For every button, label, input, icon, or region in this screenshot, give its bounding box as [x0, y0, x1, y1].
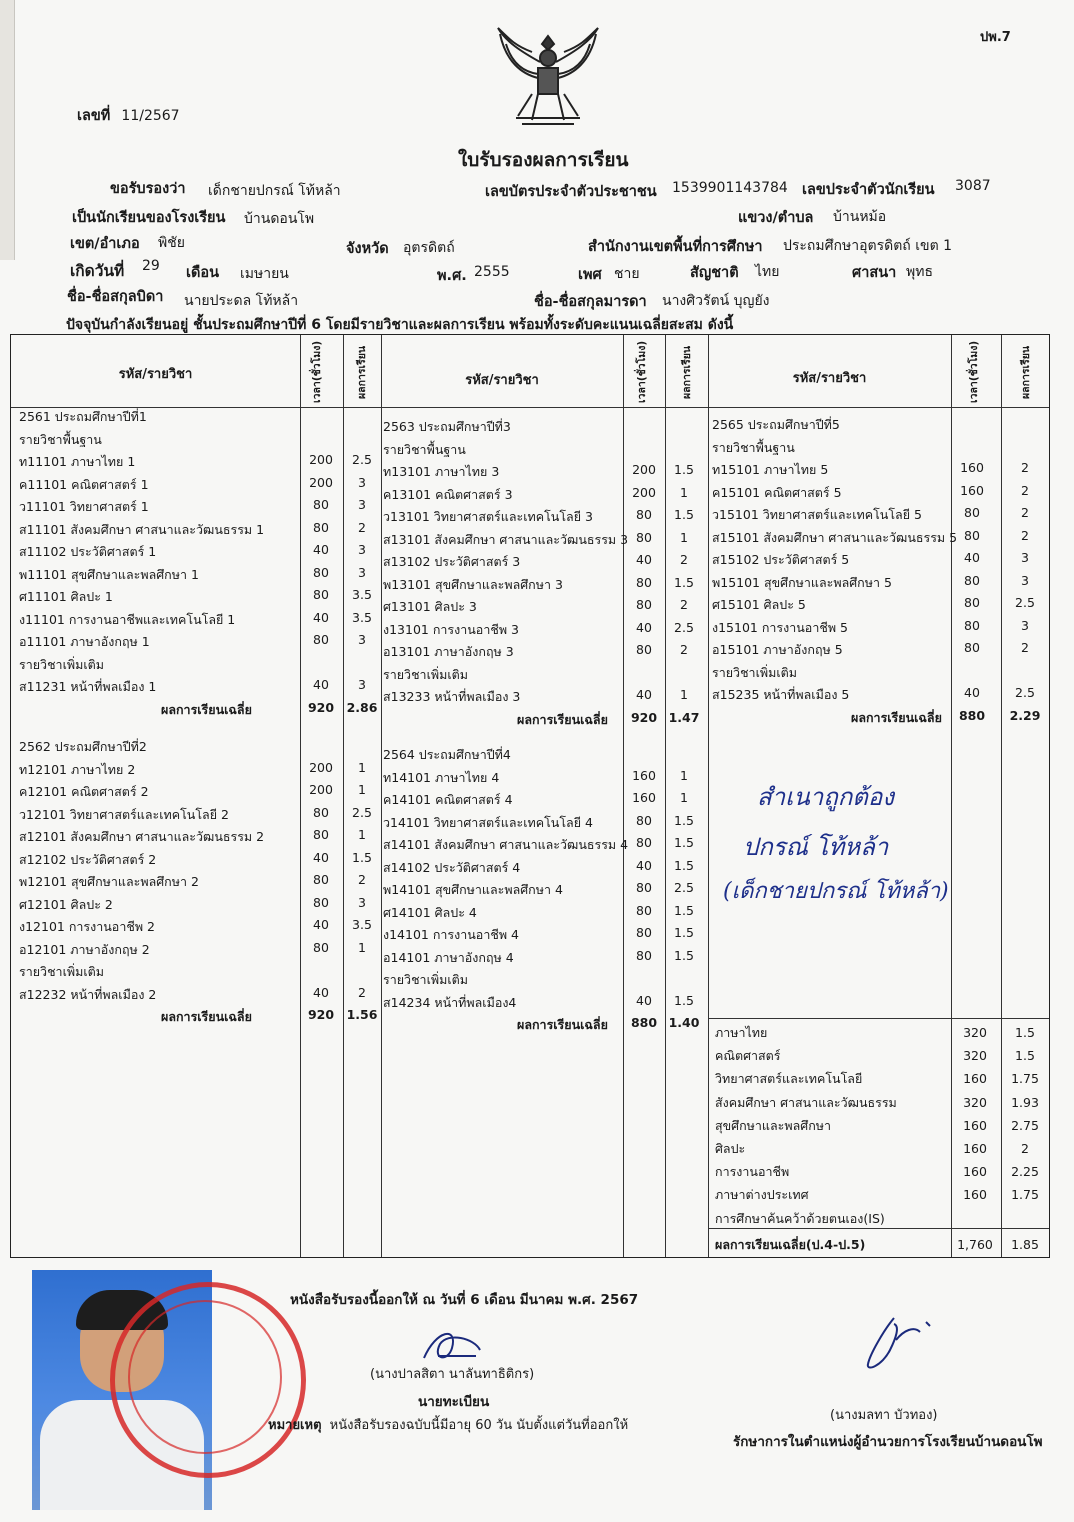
subject-hours: 80 [313, 894, 329, 910]
subject-grade: 3.5 [352, 609, 372, 625]
summary-subject: ศิลปะ [715, 1141, 746, 1156]
subject-grade: 1.5 [674, 835, 694, 850]
subject-hours: 80 [964, 527, 980, 543]
subject-grade: 1 [358, 759, 366, 775]
subject-grade: 1 [680, 790, 688, 805]
subject-name: ส14101 สังคมศึกษา ศาสนาและวัฒนธรรม 4 [383, 837, 629, 852]
subject-name: ส11101 สังคมศึกษา ศาสนาและวัฒนธรรม 1 [19, 521, 265, 537]
subject-name: ว15101 วิทยาศาสตร์และเทคโนโลยี 5 [712, 507, 922, 522]
subject-name: ศ11101 ศิลปะ 1 [19, 589, 113, 604]
subject-hours: 40 [636, 992, 652, 1008]
school-seal-inner-ring [128, 1300, 282, 1454]
grades-table [10, 334, 1050, 1258]
summary-grade: 2 [1021, 1141, 1029, 1156]
handwritten-full-name: (เด็กชายปกรณ์ โท้หล้า) [723, 879, 949, 904]
average-grade: 2.29 [1009, 707, 1041, 723]
extra-subjects-label: รายวิชาเพิ่มเติม [383, 666, 468, 682]
handwritten-certified: สำเนาถูกต้อง [757, 783, 894, 811]
subject-name: ว14101 วิทยาศาสตร์และเทคโนโลยี 4 [383, 814, 593, 830]
student-name: เด็กชายปกรณ์ โท้หล้า [208, 183, 341, 199]
subject-name: ว12101 วิทยาศาสตร์และเทคโนโลยี 2 [19, 806, 229, 822]
subject-hours: 40 [313, 542, 329, 557]
subject-grade: 3 [358, 564, 366, 580]
subject-grade: 2.5 [352, 804, 372, 820]
extra-subjects-label: รายวิชาเพิ่มเติม [19, 964, 104, 979]
registrar-signature-icon [418, 1326, 488, 1366]
subject-grade: 3 [358, 497, 366, 512]
average-hours: 920 [307, 699, 335, 715]
subject-hours: 160 [960, 460, 984, 475]
summary-hours: 160 [963, 1187, 987, 1203]
summary-total-label: ผลการเรียนเฉลี่ย(ป.4-ป.5) [715, 1237, 866, 1252]
subject-name: ท11101 ภาษาไทย 1 [19, 454, 136, 469]
summary-hours: 160 [963, 1164, 987, 1180]
mother-label: ชื่อ-ชื่อสกุลมารดา [534, 294, 647, 310]
subject-grade: 1.5 [674, 947, 694, 963]
summary-grade: 1.5 [1015, 1048, 1035, 1064]
header-hours-3: เวลา(ชั่วโมง) [968, 340, 980, 403]
subject-hours: 40 [313, 609, 329, 625]
student-no: 3087 [955, 178, 991, 194]
year-heading: 2565 ประถมศึกษาปีที่5 [712, 417, 840, 432]
average-grade: 1.47 [668, 709, 700, 725]
subject-name: ส14234 หน้าที่พลเมือง4 [383, 994, 517, 1010]
subject-grade: 2 [1021, 505, 1029, 520]
average-hours: 920 [630, 709, 658, 725]
year-heading: 2562 ประถมศึกษาปีที่2 [19, 739, 147, 754]
subject-name: ส11231 หน้าที่พลเมือง 1 [19, 679, 157, 694]
religion-label: ศาสนา [852, 265, 897, 281]
subject-hours: 80 [964, 640, 980, 655]
subject-hours: 80 [636, 529, 652, 545]
birth-day-label: เกิดวันที่ [70, 262, 125, 280]
subject-hours: 80 [636, 574, 652, 590]
subject-name: พ11101 สุขศึกษาและพลศึกษา 1 [19, 566, 199, 582]
summary-total-hours: 1,760 [957, 1237, 993, 1252]
office: ประถมศึกษาอุตรดิตถ์ เขต 1 [783, 238, 953, 254]
summary-hours: 320 [963, 1025, 987, 1040]
form-code: ปพ.7 [980, 30, 1011, 45]
summary-subject: วิทยาศาสตร์และเทคโนโลยี [715, 1071, 863, 1087]
subject-hours: 160 [960, 482, 984, 498]
subject-hours: 40 [313, 849, 329, 865]
certify-label: ขอรับรองว่า [110, 181, 186, 197]
subject-grade: 1 [680, 687, 688, 702]
subject-grade: 2.5 [352, 452, 372, 467]
average-hours: 880 [630, 1015, 658, 1030]
summary-subject: สังคมศึกษา ศาสนาและวัฒนธรรม [715, 1094, 897, 1110]
summary-grade: 2.25 [1011, 1164, 1039, 1180]
extra-subjects-label: รายวิชาเพิ่มเติม [712, 664, 797, 680]
subject-hours: 160 [632, 767, 656, 783]
subject-name: ท14101 ภาษาไทย 4 [383, 769, 500, 785]
subject-hours: 80 [313, 804, 329, 820]
subject-hours: 40 [636, 687, 652, 702]
page-title: ใบรับรองผลการเรียน [458, 149, 629, 171]
summary-subject: ภาษาต่างประเทศ [715, 1187, 809, 1203]
subject-hours: 160 [632, 790, 656, 805]
subject-grade: 1 [358, 782, 366, 797]
subject-grade: 1.5 [674, 812, 694, 828]
subject-hours: 200 [309, 474, 333, 490]
subject-grade: 1.5 [352, 849, 372, 865]
subject-hours: 80 [313, 872, 329, 887]
subject-name: ค11101 คณิตศาสตร์ 1 [19, 476, 149, 492]
subject-hours: 40 [964, 550, 980, 565]
subject-grade: 2 [358, 984, 366, 1000]
subject-grade: 2 [1021, 460, 1029, 475]
nationality-label: สัญชาติ [690, 265, 739, 281]
basic-subjects-label: รายวิชาพื้นฐาน [383, 441, 466, 457]
subject-name: ส15235 หน้าที่พลเมือง 5 [712, 687, 850, 702]
note-label: หมายเหตุ [268, 1418, 322, 1433]
extra-subjects-label: รายวิชาเพิ่มเติม [383, 972, 468, 987]
header-subject-3: รหัส/รายวิชา [792, 371, 867, 386]
average-label: ผลการเรียนเฉลี่ย [517, 1017, 608, 1032]
subject-name: ศ12101 ศิลปะ 2 [19, 896, 113, 912]
current-study-text: ปัจจุบันกำลังเรียนอยู่ ชั้นประถมศึกษาปีที่ 6 โดยมีรายวิชาและผลการเรียน พร้อมทั้งระดับคะแนนเฉลี่ยสะสม ดังนี้ [66, 317, 734, 333]
subject-hours: 200 [309, 759, 333, 775]
subdistrict-label: แขวง/ตำบล [738, 210, 814, 226]
subject-hours: 40 [636, 857, 652, 873]
subject-hours: 80 [636, 812, 652, 828]
subject-name: ส13102 ประวัติศาสตร์ 3 [383, 554, 521, 569]
subject-name: ส14102 ประวัติศาสตร์ 4 [383, 859, 521, 875]
sex-label: เพศ [578, 267, 602, 283]
birth-month: เมษายน [240, 266, 289, 282]
id-value: 1539901143784 [672, 180, 788, 196]
average-hours: 880 [958, 707, 986, 723]
year-heading: 2561 ประถมศึกษาปีที่1 [19, 409, 147, 424]
subject-hours: 80 [964, 572, 980, 588]
father-name: นายประดล โท้หล้า [184, 293, 299, 309]
average-grade: 2.86 [346, 699, 378, 715]
average-grade: 1.40 [668, 1015, 700, 1030]
subject-name: ส15102 ประวัติศาสตร์ 5 [712, 552, 850, 567]
subject-grade: 3 [358, 632, 366, 647]
average-grade: 1.56 [346, 1007, 378, 1022]
subject-grade: 1.5 [674, 902, 694, 918]
subject-name: พ15101 สุขศึกษาและพลศึกษา 5 [712, 574, 892, 590]
id-label: เลขบัตรประจำตัวประชาชน [485, 184, 657, 200]
subject-hours: 80 [313, 632, 329, 647]
subject-grade: 1 [680, 484, 688, 500]
subject-grade: 1 [680, 529, 688, 545]
subject-grade: 3 [358, 542, 366, 557]
subject-name: ง14101 การงานอาชีพ 4 [383, 927, 519, 942]
subject-grade: 2 [680, 597, 688, 612]
subject-name: ว13101 วิทยาศาสตร์และเทคโนโลยี 3 [383, 509, 593, 524]
subject-name: พ14101 สุขศึกษาและพลศึกษา 4 [383, 882, 563, 897]
birth-day: 29 [142, 258, 160, 274]
subject-grade: 2.5 [674, 880, 694, 895]
subject-name: ง11101 การงานอาชีพและเทคโนโลยี 1 [19, 611, 236, 627]
header-grade-1: ผลการเรียน [356, 345, 368, 399]
subject-grade: 1.5 [674, 857, 694, 873]
subject-hours: 40 [964, 685, 980, 700]
subject-name: ง13101 การงานอาชีพ 3 [383, 621, 519, 637]
basic-subjects-label: รายวิชาพื้นฐาน [19, 431, 102, 447]
subject-hours: 80 [636, 925, 652, 940]
subject-hours: 200 [632, 484, 656, 500]
note-text: หนังสือรับรองฉบับนี้มีอายุ 60 วัน นับตั้งแต่วันที่ออกให้ [329, 1418, 629, 1433]
subject-hours: 80 [636, 642, 652, 657]
subject-hours: 80 [313, 939, 329, 955]
subject-grade: 1.5 [674, 574, 694, 590]
subject-name: ค14101 คณิตศาสตร์ 4 [383, 792, 513, 807]
subject-grade: 1 [358, 939, 366, 955]
subject-hours: 80 [964, 595, 980, 610]
subject-name: พ13101 สุขศึกษาและพลศึกษา 3 [383, 576, 563, 592]
average-label: ผลการเรียนเฉลี่ย [851, 709, 942, 725]
summary-total-grade: 1.85 [1011, 1237, 1039, 1252]
summary-hours: 320 [963, 1094, 987, 1110]
subject-grade: 2 [358, 872, 366, 887]
summary-grade: 1.75 [1011, 1071, 1039, 1087]
average-hours: 920 [307, 1007, 335, 1022]
subject-grade: 2 [1021, 640, 1029, 655]
doc-number-row [77, 104, 180, 127]
subject-grade: 3 [358, 894, 366, 910]
subject-grade: 3 [1021, 617, 1029, 633]
subject-name: พ12101 สุขศึกษาและพลศึกษา 2 [19, 874, 199, 889]
subject-hours: 80 [636, 902, 652, 918]
subject-name: ส12102 ประวัติศาสตร์ 2 [19, 851, 157, 867]
school-name: บ้านดอนโพ [244, 211, 315, 227]
header-grade-3: ผลการเรียน [1020, 345, 1032, 399]
subject-name: ส12101 สังคมศึกษา ศาสนาและวัฒนธรรม 2 [19, 829, 265, 844]
summary-subject: การงานอาชีพ [715, 1164, 790, 1180]
header-subject-2: รหัส/รายวิชา [465, 373, 539, 388]
summary-hours: 160 [963, 1071, 987, 1087]
subdistrict: บ้านหม้อ [833, 209, 887, 225]
subject-hours: 80 [636, 507, 652, 522]
doc-number-label: เลขที่ [77, 108, 111, 124]
subject-name: ค15101 คณิตศาสตร์ 5 [712, 484, 842, 500]
summary-subject: สุขศึกษาและพลศึกษา [715, 1117, 832, 1133]
summary-subject: ภาษาไทย [715, 1025, 768, 1040]
subject-hours: 40 [313, 677, 329, 692]
subject-name: อ12101 ภาษาอังกฤษ 2 [19, 941, 150, 957]
garuda-emblem-icon [492, 22, 604, 134]
mother-name: นางศิวรัตน์ บุญยัง [662, 293, 770, 309]
subject-grade: 3 [358, 677, 366, 692]
birth-year: 2555 [474, 264, 510, 280]
subject-hours: 80 [313, 587, 329, 602]
header-subject-1: รหัส/รายวิชา [118, 367, 193, 382]
subject-hours: 80 [313, 519, 329, 535]
director-title: รักษาการในตำแหน่งผู้อำนวยการโรงเรียนบ้านดอนโพ [733, 1434, 1043, 1450]
basic-subjects-label: รายวิชาพื้นฐาน [712, 439, 795, 455]
director-name: (นางมลทา บัวทอง) [830, 1408, 938, 1423]
subject-grade: 2 [680, 642, 688, 657]
subject-name: ค12101 คณิตศาสตร์ 2 [19, 784, 149, 799]
subject-hours: 80 [964, 505, 980, 520]
district-label: เขต/อำเภอ [70, 236, 140, 252]
summary-hours: 160 [963, 1117, 987, 1133]
subject-name: ท13101 ภาษาไทย 3 [383, 464, 500, 479]
subject-hours: 80 [636, 835, 652, 850]
header-hours-1: เวลา(ชั่วโมง) [311, 340, 323, 403]
subject-name: ท15101 ภาษาไทย 5 [712, 462, 829, 477]
subject-name: ง12101 การงานอาชีพ 2 [19, 919, 155, 934]
subject-grade: 2.5 [1015, 595, 1035, 610]
subject-name: อ11101 ภาษาอังกฤษ 1 [19, 634, 150, 649]
subject-name: ส13233 หน้าที่พลเมือง 3 [383, 689, 521, 704]
school-label: เป็นนักเรียนของโรงเรียน [72, 210, 226, 226]
subject-hours: 80 [313, 564, 329, 580]
summary-hours: 320 [963, 1048, 987, 1064]
subject-grade: 2 [1021, 527, 1029, 543]
subject-hours: 40 [313, 917, 329, 932]
summary-subject: การศึกษาค้นคว้าด้วยตนเอง(IS) [715, 1210, 885, 1226]
religion: พุทธ [906, 264, 934, 280]
subject-grade: 1.5 [674, 462, 694, 477]
subject-name: ส13101 สังคมศึกษา ศาสนาและวัฒนธรรม 3 [383, 531, 629, 547]
subject-grade: 2.5 [1015, 685, 1035, 700]
header-hours-2: เวลา(ชั่วโมง) [636, 340, 648, 403]
page-edge [0, 0, 15, 260]
subject-grade: 3 [1021, 550, 1029, 565]
registrar-title: นายทะเบียน [418, 1394, 490, 1410]
subject-name: อ15101 ภาษาอังกฤษ 5 [712, 642, 843, 657]
subject-name: ค13101 คณิตศาสตร์ 3 [383, 486, 513, 502]
subject-grade: 1.5 [674, 925, 694, 940]
subject-grade: 2 [680, 552, 688, 567]
subject-name: อ14101 ภาษาอังกฤษ 4 [383, 949, 514, 965]
subject-name: ส12232 หน้าที่พลเมือง 2 [19, 986, 157, 1002]
summary-grade: 1.75 [1011, 1187, 1039, 1203]
student-no-label: เลขประจำตัวนักเรียน [802, 182, 935, 198]
subject-grade: 3 [1021, 572, 1029, 588]
sex: ชาย [614, 266, 640, 282]
summary-grade: 1.93 [1011, 1094, 1039, 1110]
subject-name: ท12101 ภาษาไทย 2 [19, 761, 136, 777]
subject-grade: 1.5 [674, 992, 694, 1008]
subject-grade: 2 [1021, 482, 1029, 498]
subject-hours: 80 [313, 497, 329, 512]
director-signature-icon [860, 1310, 940, 1374]
year-heading: 2563 ประถมศึกษาปีที่3 [383, 419, 511, 434]
average-label: ผลการเรียนเฉลี่ย [161, 1009, 252, 1024]
subject-name: ส11102 ประวัติศาสตร์ 1 [19, 544, 157, 559]
father-label: ชื่อ-ชื่อสกุลบิดา [67, 289, 164, 305]
office-label: สำนักงานเขตพื้นที่การศึกษา [588, 239, 763, 255]
subject-grade: 1 [680, 767, 688, 783]
subject-hours: 200 [309, 782, 333, 797]
subject-hours: 80 [313, 827, 329, 842]
subject-grade: 2 [358, 519, 366, 535]
subject-name: อ13101 ภาษาอังกฤษ 3 [383, 644, 514, 659]
subject-hours: 80 [636, 947, 652, 963]
province-label: จังหวัด [346, 241, 389, 257]
summary-subject: คณิตศาสตร์ [715, 1048, 781, 1064]
average-label: ผลการเรียนเฉลี่ย [161, 701, 252, 717]
subject-hours: 80 [636, 880, 652, 895]
subject-grade: 2.5 [674, 619, 694, 635]
subject-grade: 3.5 [352, 917, 372, 932]
subject-hours: 40 [313, 984, 329, 1000]
summary-hours: 160 [963, 1141, 987, 1156]
birth-year-label: พ.ศ. [437, 268, 467, 284]
handwritten-signature-name: ปกรณ์ โท้หล้า [743, 833, 889, 861]
nationality: ไทย [755, 264, 780, 280]
subject-name: ศ15101 ศิลปะ 5 [712, 597, 806, 612]
subject-hours: 200 [632, 462, 656, 477]
summary-grade: 1.5 [1015, 1025, 1035, 1040]
subject-name: ศ13101 ศิลปะ 3 [383, 599, 477, 614]
subject-grade: 3.5 [352, 587, 372, 602]
note-row [268, 1414, 628, 1435]
subject-hours: 200 [309, 452, 333, 467]
doc-number: 11/2567 [121, 108, 180, 124]
birth-month-label: เดือน [186, 265, 219, 281]
subject-grade: 3 [358, 474, 366, 490]
subject-hours: 80 [964, 617, 980, 633]
header-grade-2: ผลการเรียน [681, 345, 693, 399]
subject-hours: 40 [636, 619, 652, 635]
registrar-name: (นางปาลสิตา นาลันทาธิติกร) [370, 1367, 535, 1382]
average-label: ผลการเรียนเฉลี่ย [517, 711, 608, 727]
subject-name: ง15101 การงานอาชีพ 5 [712, 619, 848, 635]
issued-date: หนังสือรับรองนี้ออกให้ ณ วันที่ 6 เดือน มีนาคม พ.ศ. 2567 [290, 1292, 639, 1308]
subject-name: ศ14101 ศิลปะ 4 [383, 904, 477, 920]
subject-hours: 80 [636, 597, 652, 612]
subject-hours: 40 [636, 552, 652, 567]
summary-grade: 2.75 [1011, 1117, 1039, 1133]
extra-subjects-label: รายวิชาเพิ่มเติม [19, 656, 104, 672]
province: อุตรดิตถ์ [403, 240, 455, 256]
subject-grade: 1.5 [674, 507, 694, 522]
year-heading: 2564 ประถมศึกษาปีที่4 [383, 747, 511, 762]
subject-name: ส15101 สังคมศึกษา ศาสนาและวัฒนธรรม 5 [712, 529, 958, 545]
subject-name: ว11101 วิทยาศาสตร์ 1 [19, 499, 149, 514]
district: พิชัย [158, 235, 185, 251]
subject-grade: 1 [358, 827, 366, 842]
